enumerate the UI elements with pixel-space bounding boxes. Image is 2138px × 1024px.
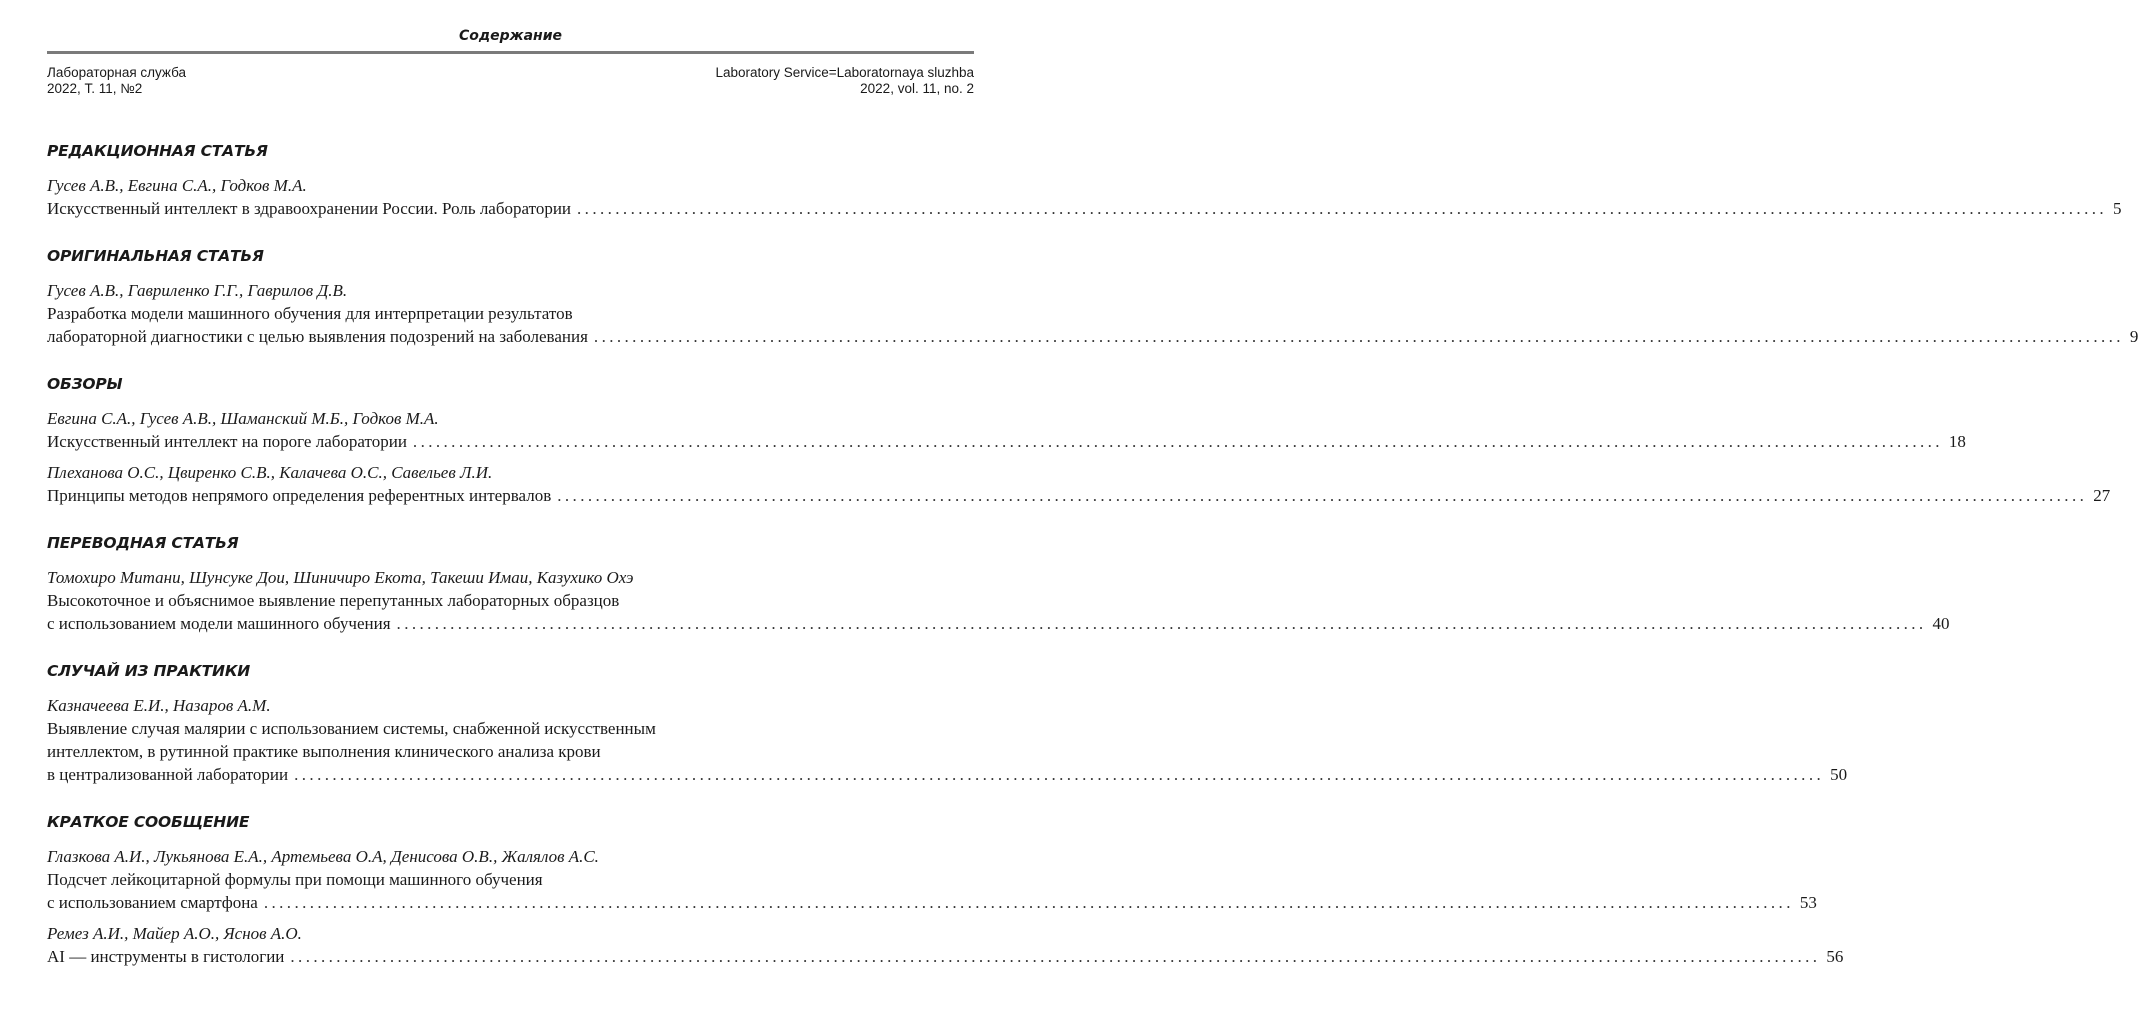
toc-entry[interactable]: [47, 566, 1950, 635]
page-number: 18: [1948, 432, 1966, 451]
toc-section: [47, 245, 2138, 348]
article-title-line: лабораторной диагностики с целью выявления подозрений на заболевания: [47, 327, 588, 346]
article-authors: Плеханова О.С., Цвиренко С.В., Калачева О.С., Савельев Л.И.: [47, 463, 493, 482]
dot-leader: ........................................................................................................................................................................................................: [577, 199, 2108, 218]
article-authors: Глазкова А.И., Лукьянова Е.А., Артемьева О.А, Денисова О.В., Жалялов А.С.: [47, 847, 599, 866]
dot-leader: ........................................................................................................................................................................................................: [263, 893, 1794, 912]
page-number: 40: [1932, 614, 1950, 633]
article-title-line: Принципы методов непрямого определения референтных интервалов: [47, 486, 552, 505]
article-title-line: с использованием смартфона: [47, 893, 258, 912]
page-number: 53: [1799, 893, 1817, 912]
article-authors: Томохиро Митани, Шунсуке Дои, Шиничиро Екота, Такеши Имаи, Казухико Охэ: [47, 568, 634, 587]
article-title-last-line: [47, 763, 1848, 786]
journal-info-en: [715, 65, 974, 97]
toc-section: [47, 532, 1950, 635]
article-title-last-line: [47, 325, 2138, 348]
toc-entry[interactable]: [47, 922, 1844, 968]
toc-entry[interactable]: [47, 174, 2122, 220]
article-title-line: Искусственный интеллект в здравоохранении России. Роль лаборатории: [47, 199, 572, 218]
article-title-line: Разработка модели машинного обучения для интерпретации результатов: [47, 304, 573, 323]
header-rule: [47, 51, 974, 54]
article-title-line: с использованием модели машинного обучения: [47, 614, 391, 633]
toc-section: [47, 140, 2122, 220]
running-title: Содержание: [458, 28, 563, 44]
toc-entry[interactable]: [47, 694, 1848, 786]
journal-contents-page: [47, 0, 2138, 1024]
toc-section: [47, 373, 2111, 507]
section-heading: КРАТКОЕ СООБЩЕНИЕ: [47, 813, 250, 831]
article-title-last-line: [47, 430, 1966, 453]
dot-leader: ........................................................................................................................................................................................................: [557, 486, 2088, 505]
article-title-line: в централизованной лаборатории: [47, 765, 289, 784]
dot-leader: ........................................................................................................................................................................................................: [290, 947, 1821, 966]
article-title-last-line: [47, 612, 1950, 635]
journal-name-en: Laboratory Service=Laboratornaya sluzhba: [715, 65, 974, 80]
toc-entry[interactable]: [47, 407, 1966, 453]
section-heading: ОБЗОРЫ: [47, 375, 123, 393]
dot-leader: ........................................................................................................................................................................................................: [593, 327, 2124, 346]
dot-leader: ........................................................................................................................................................................................................: [294, 765, 1825, 784]
article-authors: Казначеева Е.И., Назаров А.М.: [47, 696, 271, 715]
article-authors: Гусев А.В., Евгина С.А., Годков М.А.: [47, 176, 307, 195]
section-heading: РЕДАКЦИОННАЯ СТАТЬЯ: [47, 142, 268, 160]
journal-info-ru: [47, 65, 186, 97]
article-title-last-line: [47, 891, 1817, 914]
article-title-line: Высокоточное и объяснимое выявление перепутанных лабораторных образцов: [47, 591, 620, 610]
issue-info-en: 2022, vol. 11, no. 2: [860, 81, 974, 96]
article-authors: Гусев А.В., Гавриленко Г.Г., Гаврилов Д.В.: [47, 281, 348, 300]
section-heading: СЛУЧАЙ ИЗ ПРАКТИКИ: [47, 662, 251, 680]
page-number: 9: [2129, 327, 2138, 346]
article-title-line: Выявление случая малярии с использованием системы, снабженной искусственным: [47, 719, 656, 738]
page-number: 5: [2113, 199, 2122, 218]
toc-entry[interactable]: [47, 279, 2138, 348]
page-number: 56: [1826, 947, 1844, 966]
toc-section: [47, 660, 1848, 786]
article-authors: Евгина С.А., Гусев А.В., Шаманский М.Б., Годков М.А.: [47, 409, 439, 428]
toc-entry[interactable]: [47, 845, 1817, 914]
dot-leader: ........................................................................................................................................................................................................: [412, 432, 1943, 451]
journal-name-ru: Лабораторная служба: [47, 65, 187, 80]
article-authors: Ремез А.И., Майер А.О., Яснов А.О.: [47, 924, 302, 943]
table-of-contents: [47, 140, 2138, 993]
article-title-last-line: [47, 484, 2111, 507]
article-title-line: AI — инструменты в гистологии: [47, 947, 285, 966]
toc-entry[interactable]: [47, 461, 2111, 507]
article-title-last-line: [47, 945, 1844, 968]
section-heading: ОРИГИНАЛЬНАЯ СТАТЬЯ: [47, 247, 264, 265]
toc-section: [47, 811, 1844, 968]
article-title-line: Искусственный интеллект на пороге лаборатории: [47, 432, 407, 451]
article-title-line: Подсчет лейкоцитарной формулы при помощи машинного обучения: [47, 870, 543, 889]
page-number: 27: [2093, 486, 2111, 505]
issue-info-ru: 2022, Т. 11, №2: [47, 81, 143, 96]
page-number: 50: [1830, 765, 1848, 784]
article-title-line: интеллектом, в рутинной практике выполнения клинического анализа крови: [47, 742, 601, 761]
section-heading: ПЕРЕВОДНАЯ СТАТЬЯ: [47, 534, 239, 552]
dot-leader: ........................................................................................................................................................................................................: [396, 614, 1927, 633]
article-title-last-line: [47, 197, 2122, 220]
